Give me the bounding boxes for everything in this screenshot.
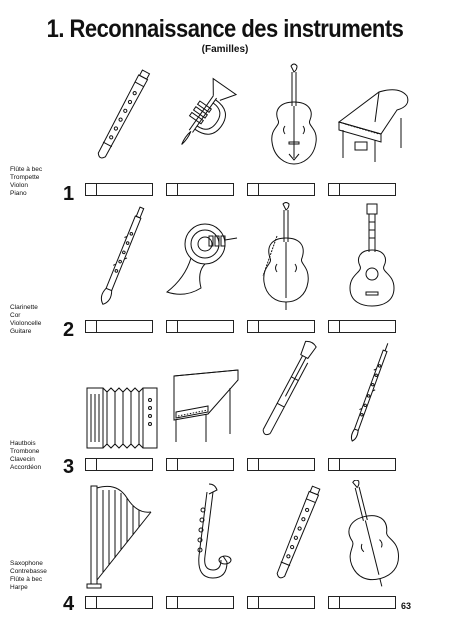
cello-icon [247,202,325,312]
legend-item: Harpe [10,584,28,591]
legend-item: Contrebasse [10,568,47,575]
answer-box-4-2[interactable] [166,596,234,609]
clarinet-icon [83,202,161,312]
legend-item: Saxophone [10,560,43,567]
legend-item: Violoncelle [10,320,42,327]
horn-icon [165,202,243,312]
section-4-legend [10,560,47,592]
legend-item: Accordéon [10,464,42,471]
answer-box-1-3[interactable] [247,183,315,196]
section-2-legend [10,304,41,336]
oboe-icon [330,340,408,450]
accordion-icon [83,342,161,452]
double-bass-icon [330,480,408,590]
guitar-icon [333,202,411,312]
violin-icon [255,62,333,172]
section-1-legend [10,166,42,198]
legend-item: Piano [10,190,27,197]
answer-box-2-1[interactable] [85,320,153,333]
saxophone-icon [165,480,243,590]
section-number: 1 [63,183,75,205]
trumpet-icon [168,62,246,172]
harp-icon [83,480,161,590]
answer-box-1-1[interactable] [85,183,153,196]
answer-box-3-2[interactable] [166,458,234,471]
answer-box-3-4[interactable] [328,458,396,471]
answer-box-2-4[interactable] [328,320,396,333]
legend-item: Trombone [10,448,40,455]
answer-box-3-1[interactable] [85,458,153,471]
answer-box-4-1[interactable] [85,596,153,609]
answer-box-3-3[interactable] [247,458,315,471]
legend-item: Flûte à bec [10,166,43,173]
legend-item: Trompette [10,174,40,181]
page-number: 63 [401,601,412,611]
harpsichord-icon [168,342,246,452]
legend-item: Guitare [10,328,32,335]
answer-box-1-2[interactable] [166,183,234,196]
answer-box-4-4[interactable] [328,596,396,609]
legend-item: Clavecin [10,456,35,463]
answer-box-2-2[interactable] [166,320,234,333]
trombone-icon [247,336,325,446]
section-number: 3 [63,456,75,478]
legend-item: Cor [10,312,21,319]
answer-box-1-4[interactable] [328,183,396,196]
page-title: 1. Reconnaissance des instruments [46,15,404,43]
legend-item: Hautbois [10,440,36,447]
page-subtitle: (Familles) [201,44,249,55]
section-number: 2 [63,319,75,341]
section-number: 4 [63,593,75,615]
legend-item: Clarinette [10,304,38,311]
piano-icon [335,62,413,172]
recorder-icon [258,480,336,590]
section-3-legend [10,440,41,472]
answer-box-4-3[interactable] [247,596,315,609]
recorder-icon [83,62,161,172]
legend-item: Violon [10,182,28,189]
legend-item: Flûte à bec [10,576,43,583]
answer-box-2-3[interactable] [247,320,315,333]
